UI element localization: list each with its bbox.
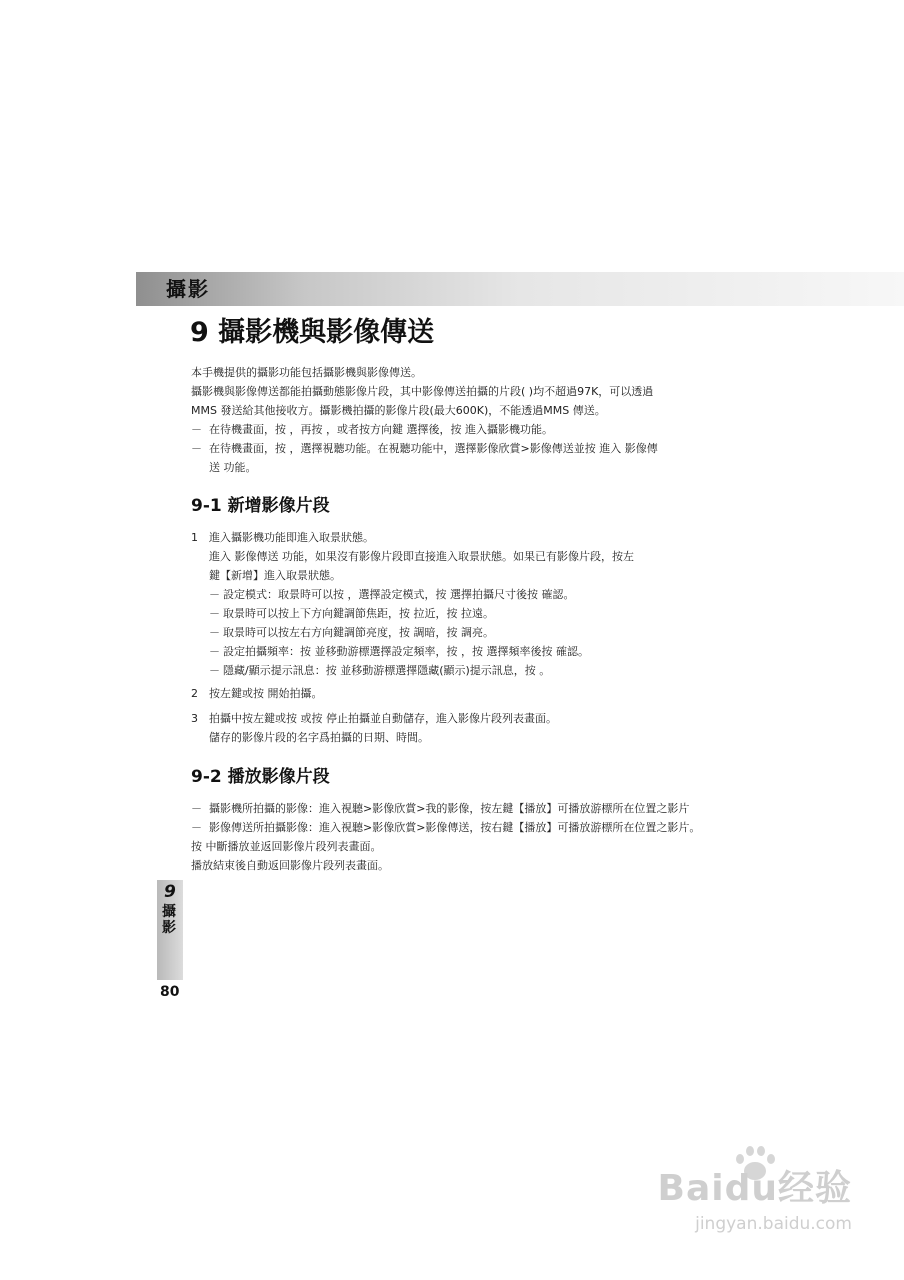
dash-marker: － [191, 802, 202, 815]
sub-item-3 [209, 623, 494, 642]
dash-marker: － [209, 588, 220, 601]
sub-item-3-text: 取景時可以按左右方向鍵調節亮度，按 調暗，按 調亮。 [223, 626, 494, 639]
step-3-cont [191, 728, 429, 747]
sub-item-1-text: 設定模式：取景時可以按 ，選擇設定模式，按 選擇拍攝尺寸後按 確認。 [223, 588, 575, 601]
step-2 [191, 684, 323, 703]
intro-bullet-2-cont [191, 458, 257, 477]
sub-item-5-text: 隱藏/顯示提示訊息：按 並移動游標選擇隱藏(顯示)提示訊息，按 。 [223, 664, 551, 677]
dash-marker: － [191, 423, 202, 436]
step-number: 2 [191, 687, 198, 700]
step-1 [191, 528, 374, 547]
chapter-header-band [136, 272, 904, 306]
intro-bullet-2-cont-text: 送 功能。 [209, 461, 257, 474]
intro-bullet-2-text: 在待機畫面，按 ，選擇視聽功能。在視聽功能中，選擇影像欣賞>影像傳送並按 進入 影像傳 [209, 442, 658, 455]
sub-item-2-text: 取景時可以按上下方向鍵調節焦距，按 拉近，按 拉遠。 [223, 607, 494, 620]
sub-item-1 [209, 585, 575, 604]
intro-bullet-2 [191, 439, 658, 458]
playback-line-1-text: 攝影機所拍攝的影像：進入視聽>影像欣賞>我的影像，按左鍵【播放】可播放游標所在位置之影片 [209, 802, 690, 815]
playback-line-2-text: 影像傳送所拍攝影像：進入視聽>影像欣賞>影像傳送，按右鍵【播放】可播放游標所在位置之影片。 [209, 821, 701, 834]
playback-line-4: 播放結束後自動返回影像片段列表畫面。 [191, 859, 389, 872]
playback-line-2 [191, 818, 700, 837]
step-number: 3 [191, 712, 198, 725]
step-3-line-1: 拍攝中按左鍵或按 或按 停止拍攝並自動儲存，進入影像片段列表畫面。 [209, 712, 557, 725]
intro-line-2: 攝影機與影像傳送都能拍攝動態影像片段，其中影像傳送拍攝的片段( )均不超過97K，可以透過 [191, 385, 654, 398]
section-title-9-1: 9-1 新增影像片段 [191, 496, 330, 516]
dash-marker: － [209, 645, 220, 658]
playback-line-1 [191, 799, 689, 818]
page-number: 80 [160, 984, 180, 1000]
step-number: 1 [191, 531, 198, 544]
side-tab-number: 9 [164, 882, 176, 902]
step-1-cont-1 [191, 547, 634, 566]
dash-marker: － [209, 607, 220, 620]
intro-bullet-1 [191, 420, 553, 439]
intro-line-1: 本手機提供的攝影功能包括攝影機與影像傳送。 [191, 366, 422, 379]
watermark-logo: Baidu经验 [657, 1168, 852, 1209]
side-tab-label: 攝影 [162, 904, 176, 936]
step-1-line-3: 鍵【新增】進入取景狀態。 [209, 569, 341, 582]
dash-marker: － [191, 442, 202, 455]
playback-line-3: 按 中斷播放並返回影像片段列表畫面。 [191, 840, 382, 853]
sub-item-2 [209, 604, 494, 623]
sub-item-5 [209, 661, 550, 680]
step-1-line-2: 進入 影像傳送 功能，如果沒有影像片段即直接進入取景狀態。如果已有影像片段，按左 [209, 550, 634, 563]
step-1-line-1: 進入攝影機功能即進入取景狀態。 [209, 531, 374, 544]
dash-marker: － [209, 664, 220, 677]
step-3-line-2: 儲存的影像片段的名字爲拍攝的日期、時間。 [209, 731, 429, 744]
chapter-title: 9 攝影機與影像傳送 [190, 317, 435, 348]
intro-line-3: MMS 發送給其他接收方。攝影機拍攝的影像片段(最大600K)，不能透過MMS 傳送。 [191, 404, 606, 417]
dash-marker: － [191, 821, 202, 834]
dash-marker: － [209, 626, 220, 639]
intro-bullet-1-text: 在待機畫面，按 ，再按 ，或者按方向鍵 選擇後，按 進入攝影機功能。 [209, 423, 553, 436]
watermark-url: jingyan.baidu.com [695, 1214, 852, 1234]
section-title-9-2: 9-2 播放影像片段 [191, 767, 330, 787]
sub-item-4 [209, 642, 589, 661]
header-title: 攝影 [166, 277, 210, 301]
step-2-text: 按左鍵或按 開始拍攝。 [209, 687, 323, 700]
step-1-cont-2 [191, 566, 341, 585]
chapter-side-tab [157, 880, 183, 980]
watermark [652, 1160, 852, 1250]
step-3 [191, 709, 557, 728]
sub-item-4-text: 設定拍攝頻率：按 並移動游標選擇設定頻率，按 ，按 選擇頻率後按 確認。 [223, 645, 589, 658]
